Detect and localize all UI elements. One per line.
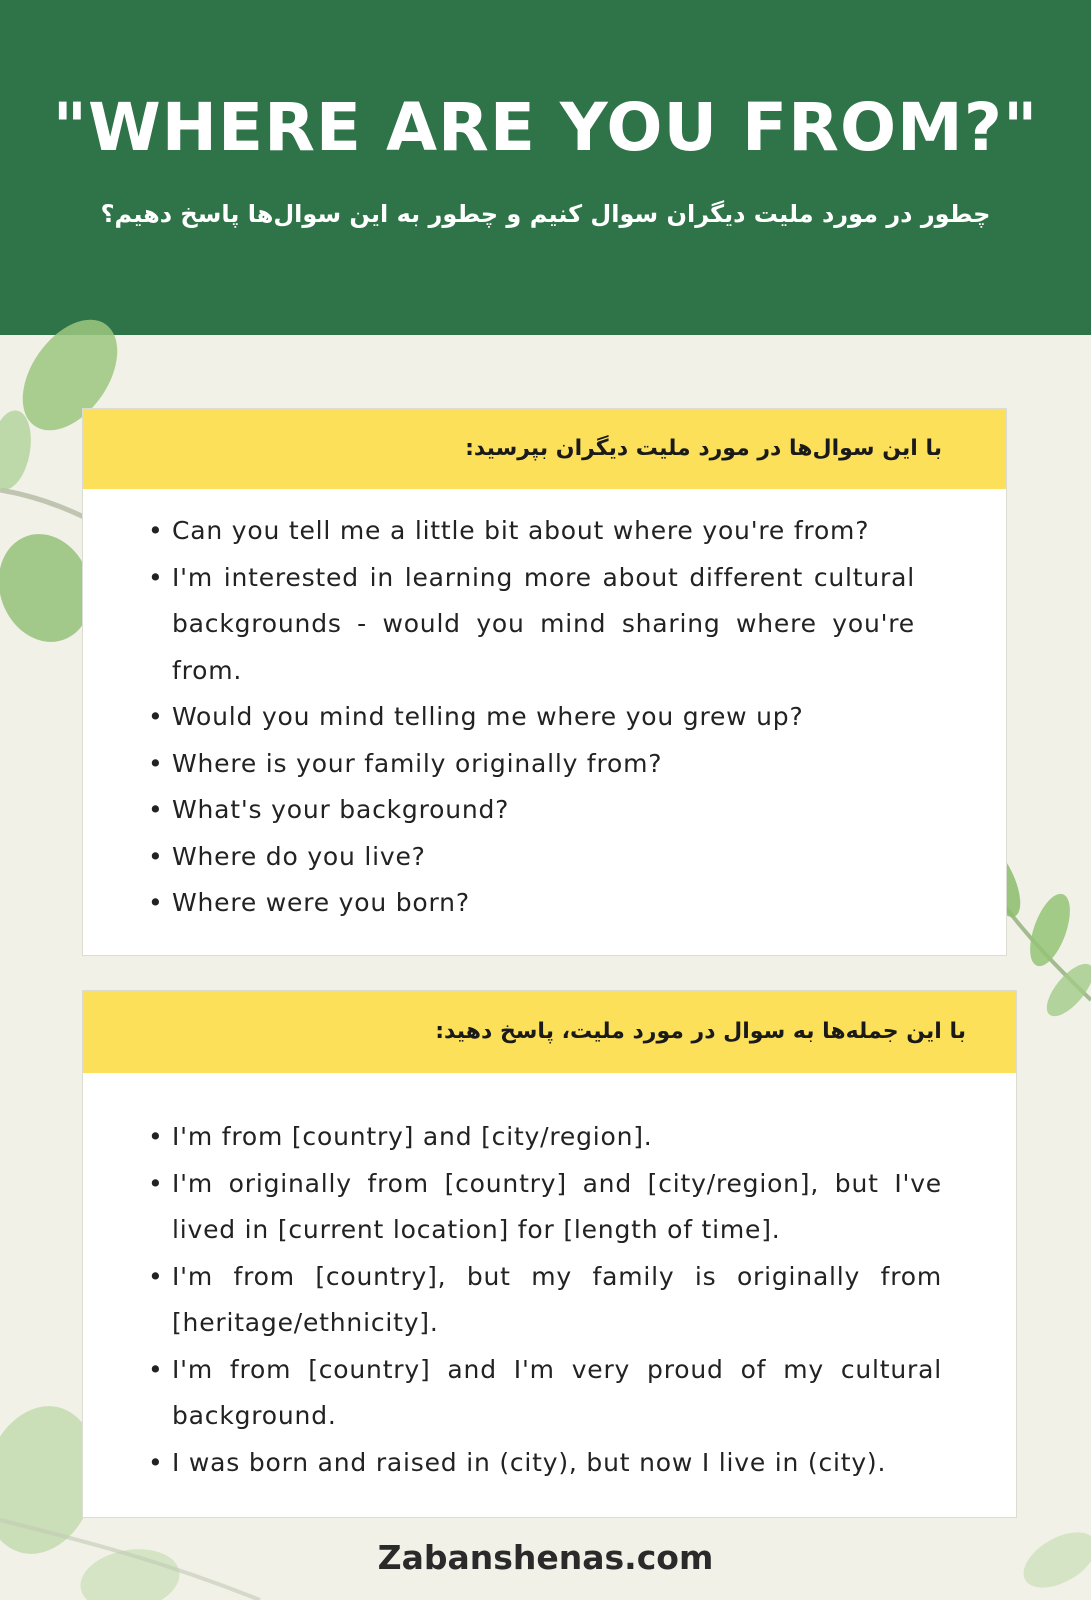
footer-site-link[interactable]: Zabanshenas.com [377, 1538, 714, 1577]
leaf-icon [1022, 889, 1078, 971]
list-item: • I was born and raised in (city), but now I live in (city). [172, 1440, 942, 1487]
answer-phrases-heading: با این جمله‌ها به سوال در مورد ملیت، پاسخ دهید: [83, 991, 1016, 1073]
branch-stem-top-left [0, 490, 90, 520]
list-item: • Can you tell me a little bit about where you're from? [172, 508, 915, 555]
page-title: "WHERE ARE YOU FROM?" [52, 89, 1039, 166]
list-item: • I'm from [country] and [city/region]. [172, 1114, 942, 1161]
list-item: • Where do you live? [172, 834, 915, 881]
list-item: • I'm from [country], but my family is originally from [heritage/ethnicity]. [172, 1254, 942, 1347]
list-item: • Would you mind telling me where you grew up? [172, 694, 915, 741]
list-item: • I'm interested in learning more about different cultural backgrounds - would you mind sharing where you're from. [172, 555, 915, 695]
ask-questions-heading: با این سوال‌ها در مورد ملیت دیگران بپرسید: [83, 409, 1006, 489]
leaf-icon [1039, 956, 1091, 1023]
list-item: • Where is your family originally from? [172, 741, 915, 788]
list-item: • Where were you born? [172, 880, 915, 927]
answer-phrases-list [172, 1114, 942, 1486]
list-item: • I'm from [country] and I'm very proud of my cultural background. [172, 1347, 942, 1440]
list-item: • What's your background? [172, 787, 915, 834]
list-item: • I'm originally from [country] and [city/region], but I've lived in [current location] for [length of time]. [172, 1161, 942, 1254]
page-subtitle: چطور در مورد ملیت دیگران سوال کنیم و چطور به این سوال‌ها پاسخ دهیم؟ [100, 200, 991, 228]
ask-questions-list [172, 508, 915, 927]
